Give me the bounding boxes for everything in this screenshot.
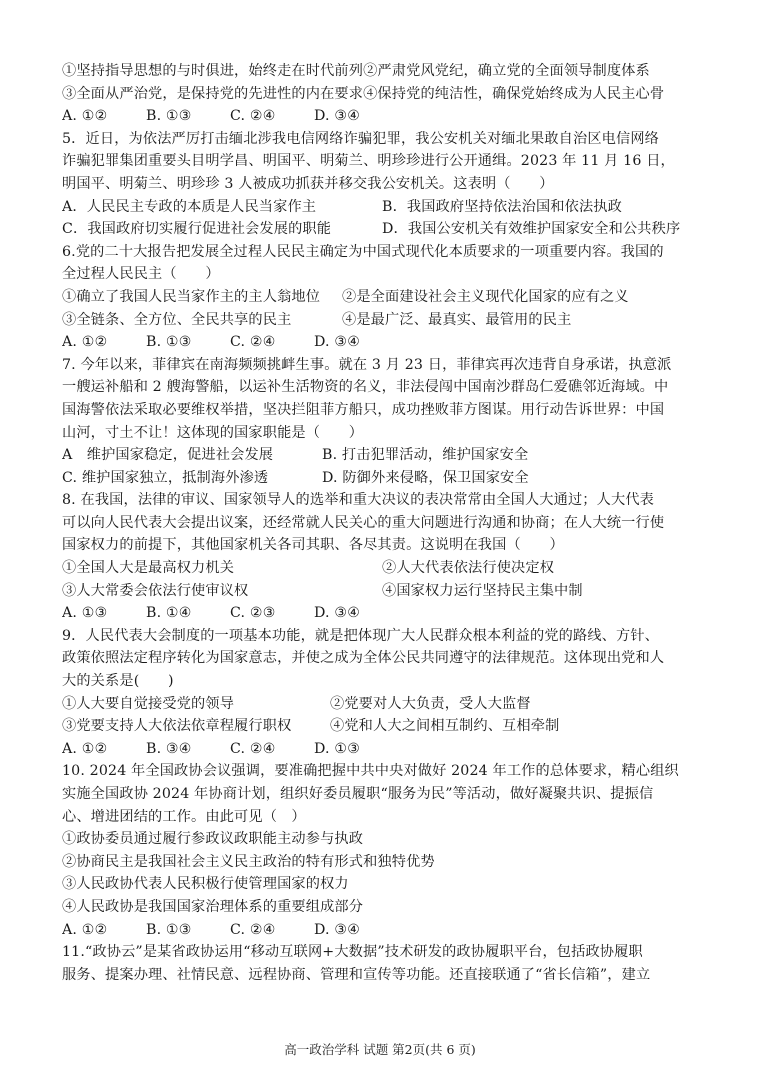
q10-answers bbox=[62, 919, 720, 942]
q7-stem-line-4: 山河，寸土不让！这体现的国家职能是（ ） bbox=[62, 424, 364, 441]
q6-stem-line-2: 全过程人民民主（ ） bbox=[62, 266, 220, 283]
q9-answer-c: C. ②④ bbox=[230, 740, 276, 757]
q6-options-34 bbox=[62, 309, 720, 332]
q6-option-2: ②是全面建设社会主义现代化国家的应有之义 bbox=[342, 288, 629, 305]
q6-option-1: ①确立了我国人民当家作主的主人翁地位 bbox=[62, 288, 321, 305]
q10-answer-b: B. ①③ bbox=[146, 921, 192, 938]
q8-answer-c: C. ②③ bbox=[230, 605, 276, 622]
q8-answers bbox=[62, 602, 720, 625]
q9-option-1: ①人大要自觉接受党的领导 bbox=[62, 695, 235, 712]
q7-answer-c: C. 维护国家独立，抵制海外渗透 bbox=[62, 469, 269, 486]
q5-answer-a: A．人民民主专政的本质是人民当家作主 bbox=[62, 198, 317, 215]
q8-option-3: ③人大常委会依法行使审议权 bbox=[62, 582, 249, 599]
q4-answer-a: A. ①② bbox=[62, 108, 108, 125]
q7-stem-line-2: 一艘运补船和 2 艘海警船，以运补生活物资的名义，非法侵闯中国南沙群岛仁爱礁邻近海域。中 bbox=[62, 379, 669, 396]
q9-option-4: ④党和人大之间相互制约、互相牵制 bbox=[330, 718, 560, 735]
q4-option-line-2: ③全面从严治党，是保持党的先进性的内在要求④保持党的纯洁性，确保党始终成为人民主心骨 bbox=[62, 85, 665, 102]
q9-answers bbox=[62, 738, 720, 761]
q5-stem-line-1: 5．近日，为依法严厉打击缅北涉我电信网络诈骗犯罪，我公安机关对缅北果敢自治区电信网络 bbox=[62, 130, 660, 147]
q10-option-2: ②协商民主是我国社会主义民主政治的特有形式和独特优势 bbox=[62, 853, 435, 870]
q9-stem-line-1: 9．人民代表大会制度的一项基本功能，就是把体现广大人民群众根本利益的党的路线、方针、 bbox=[62, 627, 660, 644]
q5-stem-line-3: 明国平、明菊兰、明珍珍 3 人被成功抓获并移交我公安机关。这表明（ ） bbox=[62, 175, 554, 192]
q6-answer-d: D. ③④ bbox=[314, 334, 361, 351]
q6-answer-a: A. ①② bbox=[62, 334, 108, 351]
q7-answer-b: B. 打击犯罪活动，维护国家安全 bbox=[322, 447, 529, 464]
q9-answer-d: D. ①③ bbox=[314, 740, 361, 757]
q8-stem-line-1: 8. 在我国，法律的审议、国家领导人的选举和重大决议的表决常常由全国人大通过；人大代表 bbox=[62, 492, 654, 509]
q8-answer-b: B. ①④ bbox=[146, 605, 192, 622]
q9-option-2: ②党要对人大负责，受人大监督 bbox=[330, 695, 531, 712]
q10-option-1: ①政协委员通过履行参政议政职能主动参与执政 bbox=[62, 831, 364, 848]
q9-answer-b: B. ③④ bbox=[146, 740, 192, 757]
q10-answer-c: C. ②④ bbox=[230, 921, 276, 938]
q4-option-line-1: ①坚持指导思想的与时俱进，始终走在时代前列②严肃党风党纪，确立党的全面领导制度体系 bbox=[62, 63, 650, 79]
q6-answers bbox=[62, 331, 720, 354]
q8-stem-line-2: 可以向人民代表大会提出议案，还经常就人民关心的重大问题进行沟通和协商；在人大统一行使 bbox=[62, 514, 665, 531]
q4-answers bbox=[62, 105, 720, 128]
q10-stem-line-2: 实施全国政协 2024 年协商计划，组织好委员履职“服务为民”等活动，做好凝聚共识、提振信 bbox=[62, 786, 654, 802]
q9-option-3: ③党要支持人大依法依章程履行职权 bbox=[62, 718, 292, 735]
q11-stem-line-2: 服务、提案办理、社情民意、远程协商、管理和宣传等功能。还直接联通了“省长信箱”，建立 bbox=[62, 966, 651, 983]
q7-answer-a: A 维护国家稳定，促进社会发展 bbox=[62, 447, 274, 464]
q8-option-4: ④国家权力运行坚持民主集中制 bbox=[382, 582, 583, 599]
q10-answer-d: D. ③④ bbox=[314, 921, 361, 938]
q7-stem-line-3: 国海警依法采取必要维权举措，坚决拦阻菲方船只，成功挫败菲方图谋。用行动告诉世界：中国 bbox=[62, 401, 665, 418]
q6-stem-line-1: 6.党的二十大报告把发展全过程人民民主确定为中国式现代化本质要求的一项重要内容。我国的 bbox=[62, 243, 664, 260]
q6-option-3: ③全链条、全方位、全民共享的民主 bbox=[62, 311, 292, 328]
q8-answer-a: A. ①③ bbox=[62, 605, 108, 622]
q10-stem-line-1: 10. 2024 年全国政协会议强调，要准确把握中共中央对做好 2024 年工作的总体要求，精心组织 bbox=[62, 763, 679, 780]
q8-option-2: ②人大代表依法行使决定权 bbox=[382, 560, 555, 577]
q9-stem-line-3: 大的关系是( ) bbox=[62, 673, 174, 690]
q8-options-34 bbox=[62, 580, 720, 603]
q10-option-4: ④人民政协是我国国家治理体系的重要组成部分 bbox=[62, 898, 364, 915]
q7-answer-d: D. 防御外来侵略，保卫国家安全 bbox=[322, 469, 529, 486]
q5-answer-d: D．我国公安机关有效维护国家安全和公共秩序 bbox=[382, 221, 681, 238]
q8-option-1: ①全国人大是最高权力机关 bbox=[62, 560, 235, 577]
q6-options-12 bbox=[62, 286, 720, 309]
q5-answer-b: B．我国政府坚持依法治国和依法执政 bbox=[382, 198, 622, 215]
q8-options-12 bbox=[62, 557, 720, 580]
q7-answers-cd bbox=[62, 467, 720, 490]
q8-answer-d: D. ③④ bbox=[314, 605, 361, 622]
q6-answer-c: C. ②④ bbox=[230, 334, 276, 351]
q5-answers-cd bbox=[62, 218, 720, 241]
q10-stem-line-3: 心、增进团结的工作。由此可见（ ） bbox=[62, 808, 306, 825]
q10-option-3: ③人民政协代表人民积极行使管理国家的权力 bbox=[62, 876, 349, 893]
q7-stem-line-1: 7. 今年以来，菲律宾在南海频频挑衅生事。就在 3 月 23 日，菲律宾再次违背自身承诺，执意派 bbox=[62, 356, 672, 373]
q5-answer-c: C．我国政府切实履行促进社会发展的职能 bbox=[62, 221, 332, 238]
page-footer: 高一政治学科 试题 第2页(共 6 页) bbox=[284, 1042, 476, 1057]
q11-stem-line-1: 11.“政协云”是某省政协运用“移动互联网+大数据”技术研发的政协履职平台，包括政协履职 bbox=[62, 944, 643, 961]
q9-answer-a: A. ①② bbox=[62, 740, 108, 757]
q4-answer-c: C. ②④ bbox=[230, 108, 276, 125]
q6-option-4: ④是最广泛、最真实、最管用的民主 bbox=[342, 311, 572, 328]
q5-stem-line-2: 诈骗犯罪集团重要头目明学昌、明国平、明菊兰、明珍珍进行公开通缉。2023 年 11 月 16 日， bbox=[62, 153, 675, 170]
q10-answer-a: A. ①② bbox=[62, 921, 108, 938]
q6-answer-b: B. ①③ bbox=[146, 334, 192, 351]
q9-options-34 bbox=[62, 715, 720, 738]
q7-answers-ab bbox=[62, 444, 720, 467]
q8-stem-line-3: 国家权力的前提下，其他国家机关各司其职、各尽其责。这说明在我国（ ） bbox=[62, 537, 564, 554]
q5-answers-ab bbox=[62, 196, 720, 219]
q9-options-12 bbox=[62, 693, 720, 716]
q4-answer-d: D. ③④ bbox=[314, 108, 361, 125]
q4-answer-b: B. ①③ bbox=[146, 108, 192, 125]
q9-stem-line-2: 政策依照法定程序转化为国家意志，并使之成为全体公民共同遵守的法律规范。这体现出党和人 bbox=[62, 650, 665, 667]
